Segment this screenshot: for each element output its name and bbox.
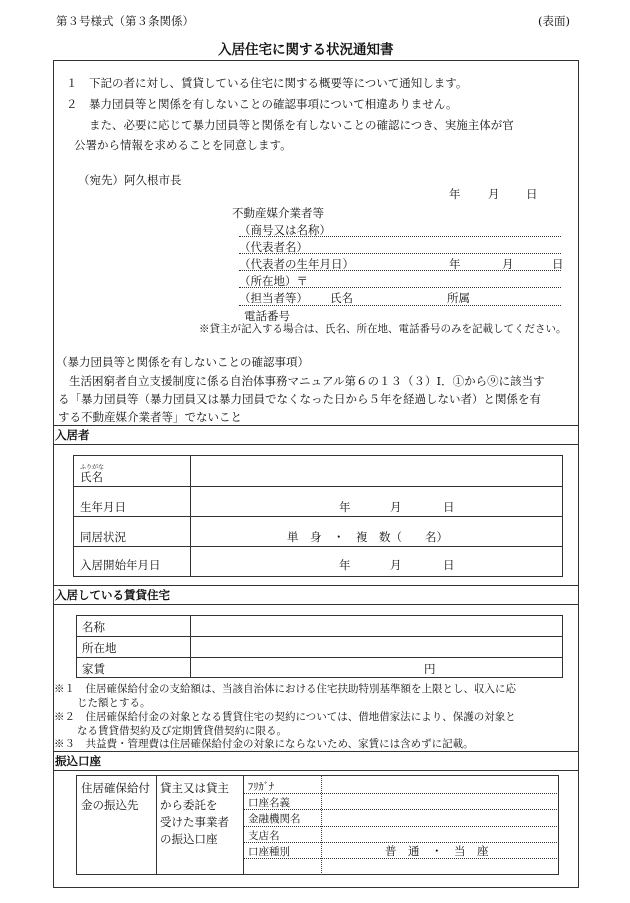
bank-title-underline <box>53 770 579 771</box>
trade-name-line <box>239 236 561 237</box>
note-3: ※３ 共益費・管理費は住居確保給付金の対象にならないため、家賃には含めずに記載。 <box>54 738 474 750</box>
bank-branch-label: 支店名 <box>248 830 280 842</box>
housing-section-title: 入居している賃貸住宅 <box>55 588 170 602</box>
bank-section-divider <box>53 751 579 752</box>
agent-rep-birth: （代表者の生年月日） <box>239 257 354 271</box>
move-in-year: 年 <box>339 558 351 572</box>
form-number: 第３号様式（第３条関係） <box>56 14 194 28</box>
agent-representative: （代表者名） <box>239 240 308 254</box>
bank-row-divider-1 <box>243 793 559 794</box>
resident-cohabit-value: 単 身 ・ 複 数（ 名） <box>287 530 448 544</box>
housing-title-underline <box>53 604 579 605</box>
housing-section-divider <box>53 585 579 586</box>
bank-col2-line1: 貸主又は貸主 <box>160 781 229 795</box>
resident-birth-month: 月 <box>390 500 402 514</box>
bank-col2-line2: から委託を <box>160 798 218 812</box>
rep-birth-day: 日 <box>552 257 564 271</box>
agent-phone: 電話番号 <box>244 309 290 323</box>
bank-section-title: 振込口座 <box>55 754 101 768</box>
document-title: 入居住宅に関する状況通知書 <box>218 42 394 58</box>
confirmation-line2: る「暴力団員等（暴力団員又は暴力団員でなくなった日から５年を経過しない者）と関係を有 <box>58 392 541 406</box>
agent-heading: 不動産媒介業者等 <box>232 206 324 220</box>
confirmation-line3: する不動産媒介業者等」でないこと <box>58 410 242 424</box>
bank-col-divider-3 <box>321 775 322 875</box>
bank-account-name-label: 口座名義 <box>248 797 290 809</box>
bank-name-label: 金融機関名 <box>248 813 301 825</box>
resident-row-divider-3 <box>73 546 563 547</box>
addressee: （宛先）阿久根市長 <box>78 173 182 187</box>
housing-table <box>76 615 563 678</box>
date-month: 月 <box>488 187 500 201</box>
date-year: 年 <box>449 187 461 201</box>
resident-name-label: 氏名 <box>80 470 103 484</box>
agent-trade-name: （商号又は名称） <box>239 223 331 237</box>
resident-birth-day: 日 <box>443 500 455 514</box>
resident-birth-label: 生年月日 <box>80 500 126 514</box>
bank-row-divider-2 <box>243 809 559 810</box>
resident-furigana: ふりがな <box>80 464 105 471</box>
intro-item-1: １ 下記の者に対し、賃貸している住宅に関する概要等について通知します。 <box>66 76 468 90</box>
bank-col2-line4: の振込口座 <box>160 832 218 846</box>
rep-birth-year: 年 <box>449 257 461 271</box>
contact-line <box>239 305 561 306</box>
agent-address: （所在地）〒 <box>239 274 308 288</box>
intro-item-3-line1: また、必要に応じて暴力団員等と関係を有しないことの確認につき、実施主体が官 <box>89 118 514 132</box>
housing-rent-label: 家賃 <box>82 662 105 676</box>
resident-move-in-label: 入居開始年月日 <box>80 558 161 572</box>
confirmation-line1: 生活困窮者自立支援制度に係る自治体事務マニュアル第６の１３（３）Ⅰ．①から⑨に該当す <box>69 374 545 388</box>
bank-col2-line3: 受けた事業者 <box>160 815 229 829</box>
bank-col1-line1: 住居確保給付 <box>81 781 150 795</box>
housing-table-col-divider <box>190 615 191 678</box>
bank-account-type-value: 普 通 ・ 当 座 <box>385 844 489 858</box>
resident-birth-year: 年 <box>339 500 351 514</box>
intro-item-2: ２ 暴力団員等と関係を有しないことの確認事項について相違ありません。 <box>66 97 458 111</box>
agent-contact-person: （担当者等） <box>239 291 308 305</box>
bank-kana-label: ﾌﾘｶﾞﾅ <box>248 781 275 793</box>
housing-row-divider-2 <box>76 657 563 658</box>
intro-item-3-line2: 公署から情報を求めることを同意します。 <box>74 138 292 152</box>
page-side-label: (表面) <box>538 14 570 28</box>
resident-section-divider <box>53 425 579 426</box>
resident-section-title: 入居者 <box>55 428 90 442</box>
resident-row-divider-1 <box>73 486 563 487</box>
rep-birth-month: 月 <box>502 257 514 271</box>
resident-cohabit-label: 同居状況 <box>80 530 126 544</box>
bank-row-divider-3 <box>243 826 559 827</box>
housing-row-divider-1 <box>76 636 563 637</box>
bank-col-divider-1 <box>156 775 157 875</box>
note-2-line1: ※２ 住居確保給付金の対象となる賃貸住宅の契約については、借地借家法により、保護の対象と <box>54 711 516 723</box>
agent-affiliation-label: 所属 <box>447 291 470 305</box>
housing-name-label: 名称 <box>82 620 105 634</box>
date-day: 日 <box>526 187 538 201</box>
resident-title-underline <box>53 444 579 445</box>
move-in-month: 月 <box>390 558 402 572</box>
agent-note: ※貸主が記入する場合は、氏名、所在地、電話番号のみを記載してください。 <box>199 323 567 335</box>
housing-rent-yen: 円 <box>424 662 436 676</box>
bank-account-type-label: 口座種別 <box>248 846 290 858</box>
note-1-line1: ※１ 住居確保給付金の支給額は、当該自治体における住宅扶助特別基準額を上限とし、収入に応 <box>54 683 516 695</box>
representative-line <box>239 253 561 254</box>
address-line <box>239 287 561 288</box>
note-2-line2: なる賃貸借契約及び定期賃貸借契約に限る。 <box>77 725 287 737</box>
resident-row-divider-2 <box>73 516 563 517</box>
rep-birth-line <box>239 270 561 271</box>
bank-col-divider-2 <box>243 775 244 875</box>
housing-location-label: 所在地 <box>82 641 117 655</box>
note-1-line2: じた額とする。 <box>77 697 151 709</box>
bank-col1-line2: 金の振込先 <box>81 798 139 812</box>
move-in-day: 日 <box>443 558 455 572</box>
agent-name-label: 氏名 <box>330 291 353 305</box>
confirmation-heading: （暴力団員等と関係を有しないことの確認事項） <box>56 355 309 369</box>
